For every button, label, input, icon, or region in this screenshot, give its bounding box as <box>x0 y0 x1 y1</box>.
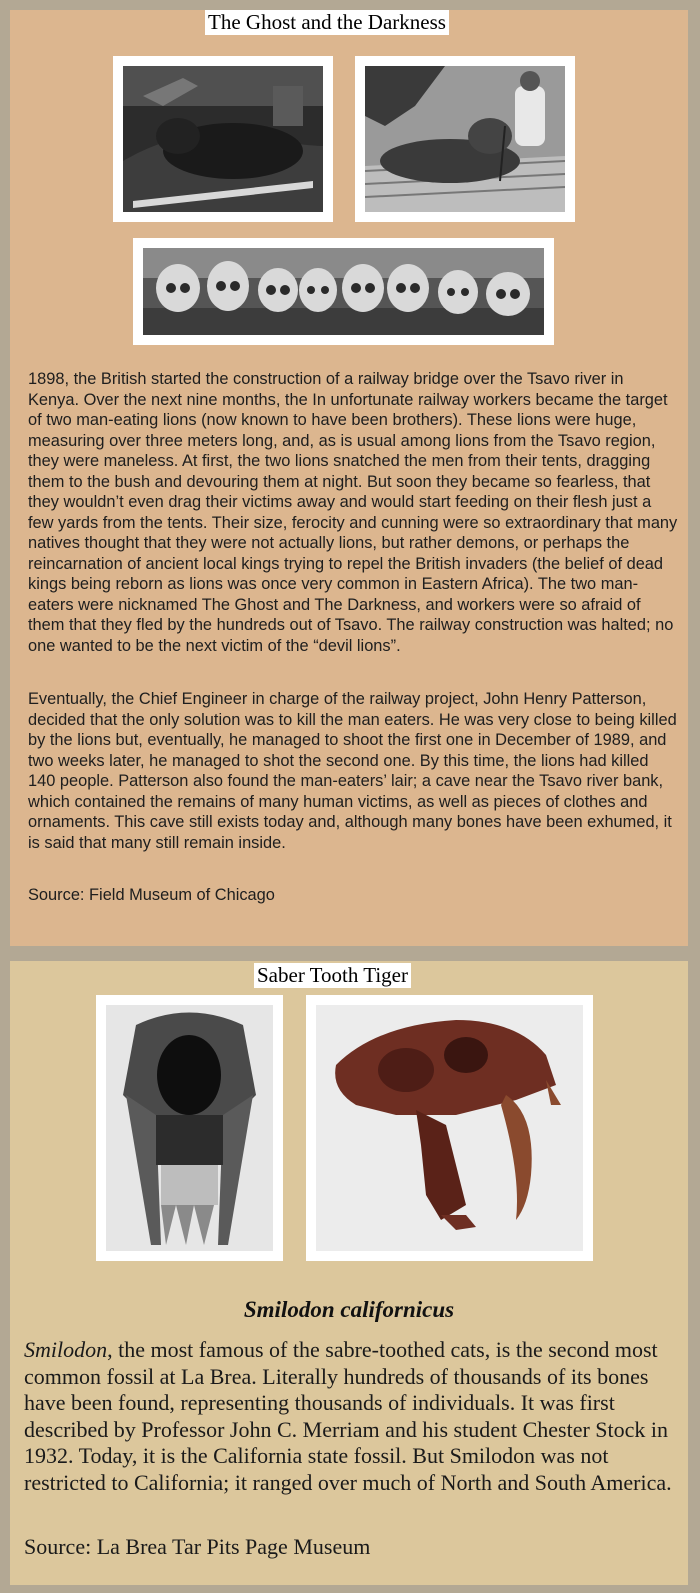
ghost-darkness-panel <box>10 10 688 946</box>
story-paragraph-1: 1898, the British started the construction of a railway bridge over the Tsavo river in Kenya. Over the next nine months, the In unfortunate railway workers became the target of two man-eating lions (now known to have been brothers). These lions were huge, measuring over three meters long, and, as is usual among lions from the Tsavo region, they were maneless. At first, the two lions snatched the men from their tents, dragging them to the bush and devouring them at night. But soon they became so fearless, that they wouldn’t even drag their victims away and would start feeding on their flesh just a few yards from the tents. Their size, ferocity and cunning were so extraordinary that many natives thought that they were not actually lions, but rather demons, or perhaps the reincarnation of ancient local kings trying to repel the British invaders (the belief of dead kings being reborn as lions was once very common in Eastern Africa). The two man-eaters were nicknamed The Ghost and The Darkness, and workers were so afraid of them that they fled by the hundreds out of Tsavo. The railway construction was halted; no one wanted to be the next victim of the “devil lions”. <box>28 370 678 655</box>
source-line: Source: La Brea Tar Pits Page Museum <box>24 1534 371 1559</box>
skull-front-photo <box>96 995 283 1261</box>
skull-side-fossil-icon <box>316 1005 583 1251</box>
skull-front-xray-icon <box>106 1005 273 1251</box>
skulls-row-photo-icon <box>143 248 544 335</box>
lion-carcass-photo <box>113 56 333 222</box>
smilodon-lead: Smilodon <box>24 1337 108 1362</box>
source-line: Source: Field Museum of Chicago <box>28 886 275 904</box>
section-title: The Ghost and the Darkness <box>205 10 449 35</box>
section-title: Saber Tooth Tiger <box>254 963 411 988</box>
smilodon-body: , the most famous of the sabre-toothed cats, is the second most common fossil at La Brea. Literally hundreds of thousands of its bones have been found, representing thousands of individuals. It was first described by Professor John C. Merriam and his student Chester Stock in 1932. Today, it is the California state fossil. But Smilodon was not restricted to California; it ranged over much of North and South America. <box>24 1337 672 1495</box>
smilodon-paragraph <box>24 1337 684 1496</box>
lion-carcass-photo-icon <box>123 66 323 212</box>
saber-tooth-panel <box>10 961 688 1585</box>
skull-side-photo <box>306 995 593 1261</box>
species-name: Smilodon californicus <box>243 1297 455 1322</box>
hunter-with-lion-photo <box>355 56 575 222</box>
skulls-row-photo <box>133 238 554 345</box>
hunter-with-lion-photo-icon <box>365 66 565 212</box>
story-paragraph-2: Eventually, the Chief Engineer in charge of the railway project, John Henry Patterson, decided that the only solution was to kill the man eaters. He was very close to being killed by the lions but, eventually, he managed to shoot the first one in December of 1989, and two weeks later, he managed to shot the second one. By this time, the lions had killed 140 people. Patterson also found the man-eaters’ lair; a cave near the Tsavo river bank, which contained the remains of many human victims, as well as pieces of clothes and ornaments. This cave still exists today and, although many bones have been exhumed, it is said that many still remain inside. <box>28 690 677 852</box>
